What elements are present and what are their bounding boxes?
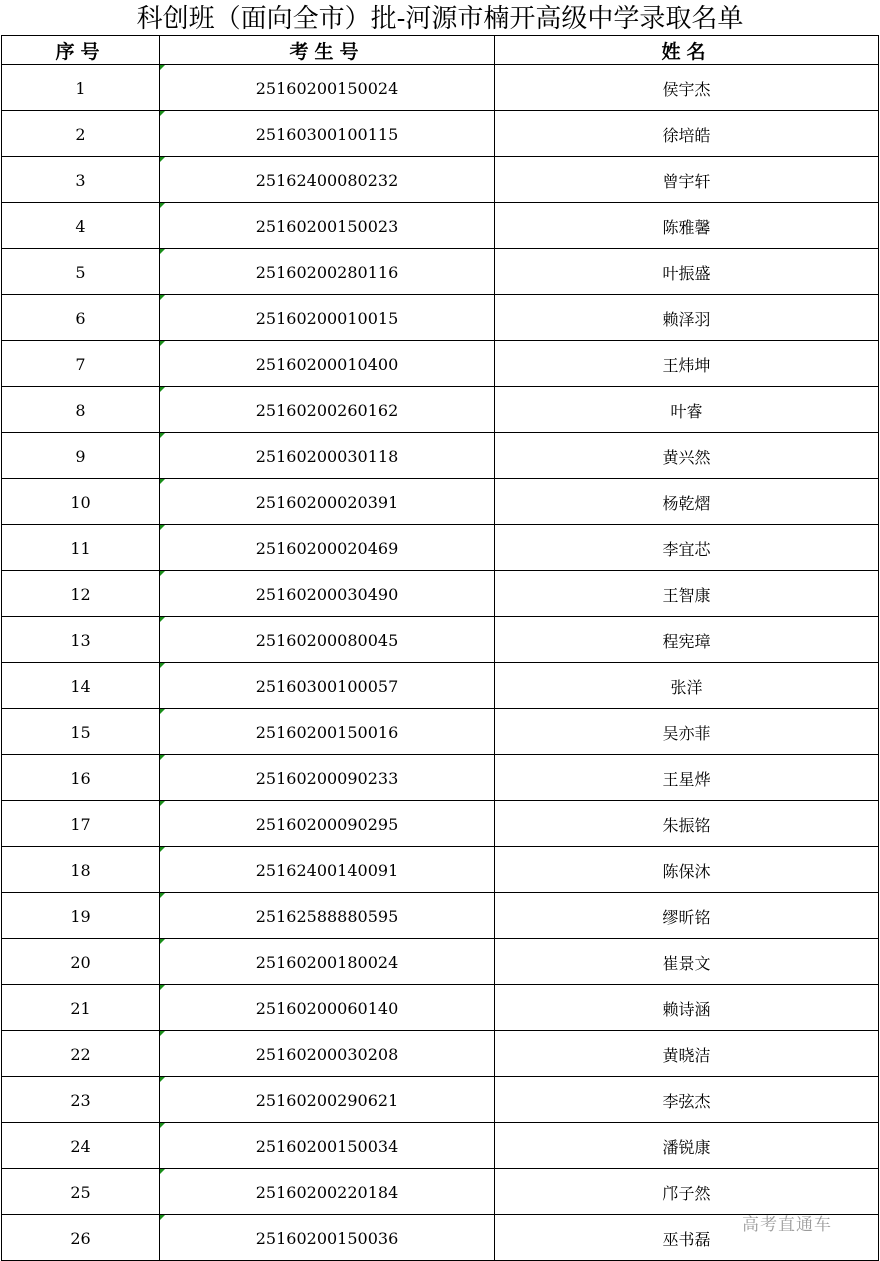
name-cell: 程宪璋	[495, 617, 879, 663]
text-format-flag-icon	[160, 111, 165, 116]
exam-number-text: 25160200180024	[255, 953, 399, 972]
exam-number-cell	[160, 985, 495, 1031]
seq-cell: 6	[2, 295, 160, 341]
text-format-flag-icon	[160, 663, 165, 668]
exam-number-text: 25160200010015	[255, 309, 399, 328]
text-format-flag-icon	[160, 525, 165, 530]
table-row	[2, 111, 879, 157]
exam-number-cell	[160, 1215, 495, 1261]
admission-table	[1, 35, 879, 1261]
exam-number-cell	[160, 1077, 495, 1123]
table-row	[2, 801, 879, 847]
table-row	[2, 203, 879, 249]
exam-number-cell	[160, 1169, 495, 1215]
exam-number-cell	[160, 295, 495, 341]
exam-number-cell	[160, 571, 495, 617]
text-format-flag-icon	[160, 65, 165, 70]
text-format-flag-icon	[160, 801, 165, 806]
seq-cell: 3	[2, 157, 160, 203]
table-row	[2, 295, 879, 341]
text-format-flag-icon	[160, 1077, 165, 1082]
name-cell: 吴亦菲	[495, 709, 879, 755]
seq-cell: 5	[2, 249, 160, 295]
seq-cell: 7	[2, 341, 160, 387]
exam-number-text: 25160200150016	[255, 723, 399, 742]
seq-cell: 9	[2, 433, 160, 479]
text-format-flag-icon	[160, 939, 165, 944]
text-format-flag-icon	[160, 1215, 165, 1220]
exam-number-cell	[160, 1123, 495, 1169]
table-row	[2, 1077, 879, 1123]
table-row	[2, 525, 879, 571]
exam-number-cell	[160, 387, 495, 433]
table-row	[2, 65, 879, 111]
text-format-flag-icon	[160, 1031, 165, 1036]
name-cell: 徐培皓	[495, 111, 879, 157]
exam-number-text: 25160200260162	[255, 401, 399, 420]
name-cell: 李弦杰	[495, 1077, 879, 1123]
seq-cell: 15	[2, 709, 160, 755]
exam-number-cell	[160, 801, 495, 847]
column-header-exam-no: 考生号	[160, 36, 495, 65]
table-row	[2, 985, 879, 1031]
name-cell: 陈保沐	[495, 847, 879, 893]
name-cell: 黄兴然	[495, 433, 879, 479]
name-cell: 叶振盛	[495, 249, 879, 295]
exam-number-text: 25160200060140	[255, 999, 399, 1018]
exam-number-text: 25160200020469	[255, 539, 399, 558]
seq-cell: 14	[2, 663, 160, 709]
text-format-flag-icon	[160, 847, 165, 852]
name-cell: 黄晓洁	[495, 1031, 879, 1077]
exam-number-cell	[160, 479, 495, 525]
table-row	[2, 617, 879, 663]
seq-cell: 8	[2, 387, 160, 433]
exam-number-text: 25160200280116	[255, 263, 399, 282]
table-row	[2, 1031, 879, 1077]
exam-number-cell	[160, 617, 495, 663]
name-cell: 叶睿	[495, 387, 879, 433]
text-format-flag-icon	[160, 893, 165, 898]
table-body	[2, 65, 879, 1261]
name-cell: 赖泽羽	[495, 295, 879, 341]
name-cell: 巫书磊	[495, 1215, 879, 1261]
exam-number-cell	[160, 709, 495, 755]
table-row	[2, 571, 879, 617]
table-row	[2, 249, 879, 295]
text-format-flag-icon	[160, 479, 165, 484]
seq-cell: 24	[2, 1123, 160, 1169]
table-row	[2, 341, 879, 387]
exam-number-cell	[160, 525, 495, 571]
exam-number-cell	[160, 663, 495, 709]
exam-number-cell	[160, 341, 495, 387]
text-format-flag-icon	[160, 1123, 165, 1128]
column-header-seq: 序号	[2, 36, 160, 65]
exam-number-cell	[160, 157, 495, 203]
name-cell: 陈雅馨	[495, 203, 879, 249]
exam-number-text: 25162400080232	[255, 171, 399, 190]
watermark-text: 高考直通车	[742, 1215, 832, 1235]
table-row	[2, 479, 879, 525]
table-row	[2, 663, 879, 709]
table-header-row	[2, 36, 879, 65]
exam-number-text: 25160200090295	[255, 815, 399, 834]
exam-number-cell	[160, 203, 495, 249]
name-cell: 潘锐康	[495, 1123, 879, 1169]
exam-number-text: 25160200220184	[255, 1183, 399, 1202]
seq-cell: 16	[2, 755, 160, 801]
seq-cell: 12	[2, 571, 160, 617]
name-cell: 王智康	[495, 571, 879, 617]
exam-number-text: 25162400140091	[255, 861, 399, 880]
name-cell: 王炜坤	[495, 341, 879, 387]
text-format-flag-icon	[160, 387, 165, 392]
seq-cell: 4	[2, 203, 160, 249]
table-row	[2, 1123, 879, 1169]
name-cell: 李宜芯	[495, 525, 879, 571]
exam-number-text: 25160200010400	[255, 355, 399, 374]
exam-number-text: 25160200290621	[255, 1091, 399, 1110]
exam-number-cell	[160, 939, 495, 985]
text-format-flag-icon	[160, 755, 165, 760]
exam-number-cell	[160, 1031, 495, 1077]
page-title: 科创班（面向全市）批-河源市楠开高级中学录取名单	[136, 4, 744, 34]
text-format-flag-icon	[160, 203, 165, 208]
name-cell: 缪昕铭	[495, 893, 879, 939]
exam-number-cell	[160, 755, 495, 801]
text-format-flag-icon	[160, 1169, 165, 1174]
exam-number-cell	[160, 249, 495, 295]
exam-number-text: 25160200030118	[255, 447, 399, 466]
table-row	[2, 157, 879, 203]
exam-number-cell	[160, 893, 495, 939]
seq-cell: 21	[2, 985, 160, 1031]
exam-number-text: 25160200030490	[255, 585, 399, 604]
text-format-flag-icon	[160, 157, 165, 162]
seq-cell: 22	[2, 1031, 160, 1077]
exam-number-cell	[160, 433, 495, 479]
exam-number-text: 25160200150036	[255, 1229, 399, 1248]
exam-number-text: 25162588880595	[255, 907, 399, 926]
exam-number-cell	[160, 111, 495, 157]
exam-number-text: 25160200090233	[255, 769, 399, 788]
exam-number-text: 25160200020391	[255, 493, 399, 512]
name-cell: 曾宇轩	[495, 157, 879, 203]
exam-number-text: 25160200030208	[255, 1045, 399, 1064]
table-row	[2, 433, 879, 479]
exam-number-text: 25160200150023	[255, 217, 399, 236]
exam-number-cell	[160, 847, 495, 893]
text-format-flag-icon	[160, 249, 165, 254]
seq-cell: 2	[2, 111, 160, 157]
seq-cell: 1	[2, 65, 160, 111]
exam-number-text: 25160200150034	[255, 1137, 399, 1156]
table-row	[2, 1169, 879, 1215]
name-cell: 邝子然	[495, 1169, 879, 1215]
text-format-flag-icon	[160, 571, 165, 576]
seq-cell: 19	[2, 893, 160, 939]
text-format-flag-icon	[160, 433, 165, 438]
seq-cell: 13	[2, 617, 160, 663]
name-cell: 杨乾熠	[495, 479, 879, 525]
text-format-flag-icon	[160, 985, 165, 990]
table-row	[2, 847, 879, 893]
name-cell: 朱振铭	[495, 801, 879, 847]
exam-number-text: 25160300100057	[255, 677, 399, 696]
exam-number-text: 25160300100115	[255, 125, 399, 144]
text-format-flag-icon	[160, 295, 165, 300]
name-cell: 张洋	[495, 663, 879, 709]
text-format-flag-icon	[160, 341, 165, 346]
table-row	[2, 755, 879, 801]
table-row	[2, 709, 879, 755]
text-format-flag-icon	[160, 617, 165, 622]
exam-number-text: 25160200150024	[255, 79, 399, 98]
name-cell: 侯宇杰	[495, 65, 879, 111]
seq-cell: 11	[2, 525, 160, 571]
table-row	[2, 893, 879, 939]
name-cell: 王星烨	[495, 755, 879, 801]
column-header-name: 姓名	[495, 36, 879, 65]
seq-cell: 25	[2, 1169, 160, 1215]
seq-cell: 17	[2, 801, 160, 847]
name-cell: 崔景文	[495, 939, 879, 985]
seq-cell: 20	[2, 939, 160, 985]
seq-cell: 26	[2, 1215, 160, 1261]
exam-number-text: 25160200080045	[255, 631, 399, 650]
seq-cell: 10	[2, 479, 160, 525]
seq-cell: 23	[2, 1077, 160, 1123]
table-row	[2, 939, 879, 985]
text-format-flag-icon	[160, 709, 165, 714]
name-cell: 赖诗涵	[495, 985, 879, 1031]
table-row	[2, 387, 879, 433]
seq-cell: 18	[2, 847, 160, 893]
exam-number-cell	[160, 65, 495, 111]
